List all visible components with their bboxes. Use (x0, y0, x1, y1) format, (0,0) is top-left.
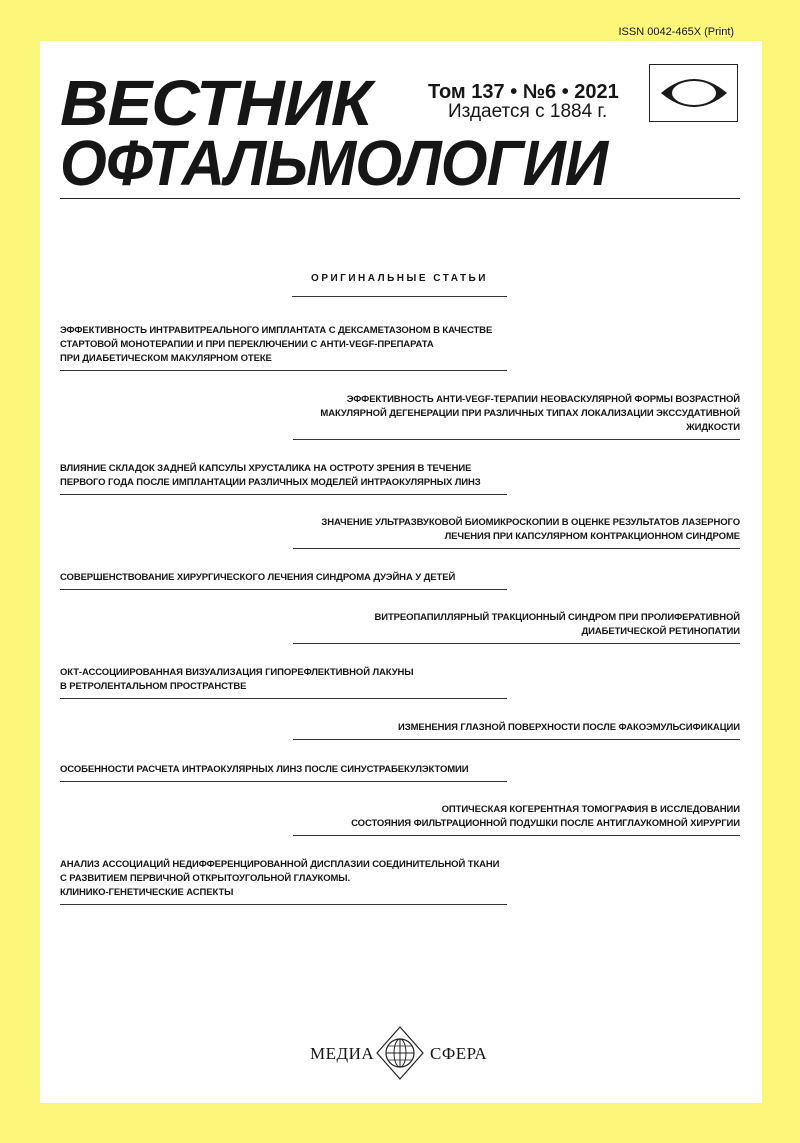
article-divider (293, 548, 740, 549)
article-title-line: АНАЛИЗ АССОЦИАЦИЙ НЕДИФФЕРЕНЦИРОВАННОЙ ДИСПЛАЗИИ СОЕДИНИТЕЛЬНОЙ ТКАНИ (60, 859, 500, 870)
eye-icon (658, 71, 730, 115)
article-divider (293, 439, 740, 440)
publisher-name-left: МЕДИА (310, 1044, 375, 1063)
article-title-line: ДИАБЕТИЧЕСКОЙ РЕТИНОПАТИИ (581, 626, 740, 637)
article-item (293, 393, 740, 440)
article-item (60, 462, 507, 495)
section-divider (292, 296, 507, 297)
article-divider (60, 589, 507, 590)
article-title-line: ЭФФЕКТИВНОСТЬ ИНТРАВИТРЕАЛЬНОГО ИМПЛАНТАТА С ДЕКСАМЕТАЗОНОМ В КАЧЕСТВЕ (60, 325, 493, 336)
cover-sheet (40, 41, 762, 1103)
article-title-line: ПЕРВОГО ГОДА ПОСЛЕ ИМПЛАНТАЦИИ РАЗЛИЧНЫХ МОДЕЛЕЙ ИНТРАОКУЛЯРНЫХ ЛИНЗ (60, 477, 481, 488)
article-divider (60, 494, 507, 495)
article-item (60, 763, 507, 782)
article-divider (293, 643, 740, 644)
article-title-line: ЭФФЕКТИВНОСТЬ АНТИ-VEGF-ТЕРАПИИ НЕОВАСКУЛЯРНОЙ ФОРМЫ ВОЗРАСТНОЙ (346, 394, 740, 405)
article-item (60, 324, 507, 371)
volume-issue: Том 137 • №6 • 2021 (428, 81, 619, 103)
journal-title-line2: ОФТАЛЬМОЛОГИИ (60, 127, 608, 199)
article-item (60, 858, 507, 905)
article-title-line: ОСОБЕННОСТИ РАСЧЕТА ИНТРАОКУЛЯРНЫХ ЛИНЗ ПОСЛЕ СИНУСТРАБЕКУЛЭКТОМИИ (60, 764, 469, 775)
article-item (293, 803, 740, 836)
article-title-line: ПРИ ДИАБЕТИЧЕСКОМ МАКУЛЯРНОМ ОТЕКЕ (60, 353, 272, 364)
article-title-line: ОПТИЧЕСКАЯ КОГЕРЕНТНАЯ ТОМОГРАФИЯ В ИССЛЕДОВАНИИ (441, 804, 740, 815)
article-title-line: ВИТРЕОПАПИЛЛЯРНЫЙ ТРАКЦИОННЫЙ СИНДРОМ ПРИ ПРОЛИФЕРАТИВНОЙ (374, 612, 740, 623)
article-title-line: СОСТОЯНИЯ ФИЛЬТРАЦИОННОЙ ПОДУШКИ ПОСЛЕ АНТИГЛАУКОМНОЙ ХИРУРГИИ (351, 818, 740, 829)
article-divider (60, 781, 507, 782)
article-title-line: ЛЕЧЕНИЯ ПРИ КАПСУЛЯРНОМ КОНТРАКЦИОННОМ СИНДРОМЕ (444, 531, 740, 542)
article-divider (60, 370, 507, 371)
article-item (293, 611, 740, 644)
article-divider (60, 904, 507, 905)
article-title-line: ЗНАЧЕНИЕ УЛЬТРАЗВУКОВОЙ БИОМИКРОСКОПИИ В ОЦЕНКЕ РЕЗУЛЬТАТОВ ЛАЗЕРНОГО (321, 517, 740, 528)
article-item (293, 516, 740, 549)
article-item (60, 666, 507, 699)
publisher-logo (310, 1025, 490, 1081)
issn-print: ISSN 0042-465X (Print) (618, 26, 735, 38)
article-title-line: СОВЕРШЕНСТВОВАНИЕ ХИРУРГИЧЕСКОГО ЛЕЧЕНИЯ СИНДРОМА ДУЭЙНА У ДЕТЕЙ (60, 572, 456, 583)
article-title-line: МАКУЛЯРНОЙ ДЕГЕНЕРАЦИИ ПРИ РАЗЛИЧНЫХ ТИПАХ ЛОКАЛИЗАЦИИ ЭКССУДАТИВНОЙ (320, 408, 740, 419)
section-title: ОРИГИНАЛЬНЫЕ СТАТЬИ (311, 273, 488, 284)
journal-title-line1: ВЕСТНИК (60, 67, 372, 139)
published-since: Издается с 1884 г. (448, 101, 608, 122)
globe-icon (375, 1025, 425, 1081)
article-title-line: В РЕТРОЛЕНТАЛЬНОМ ПРОСТРАНСТВЕ (60, 681, 247, 692)
article-title-line: ВЛИЯНИЕ СКЛАДОК ЗАДНЕЙ КАПСУЛЫ ХРУСТАЛИКА НА ОСТРОТУ ЗРЕНИЯ В ТЕЧЕНИЕ (60, 463, 472, 474)
article-title-line: СТАРТОВОЙ МОНОТЕРАПИИ И ПРИ ПЕРЕКЛЮЧЕНИИ С АНТИ-VEGF-ПРЕПАРАТА (60, 339, 434, 350)
article-item (293, 721, 740, 740)
header-divider (60, 198, 740, 199)
article-title-line: ИЗМЕНЕНИЯ ГЛАЗНОЙ ПОВЕРХНОСТИ ПОСЛЕ ФАКОЭМУЛЬСИФИКАЦИИ (398, 722, 740, 733)
article-item (60, 571, 507, 590)
article-title-line: С РАЗВИТИЕМ ПЕРВИЧНОЙ ОТКРЫТОУГОЛЬНОЙ ГЛАУКОМЫ. (60, 873, 351, 884)
publisher-name-right: СФЕРА (430, 1044, 488, 1063)
article-divider (293, 835, 740, 836)
journal-logo (649, 64, 738, 122)
article-title-line: ЖИДКОСТИ (686, 422, 740, 433)
article-divider (293, 739, 740, 740)
article-divider (60, 698, 507, 699)
article-title-line: ОКТ-АССОЦИИРОВАННАЯ ВИЗУАЛИЗАЦИЯ ГИПОРЕФЛЕКТИВНОЙ ЛАКУНЫ (60, 667, 414, 678)
article-title-line: КЛИНИКО-ГЕНЕТИЧЕСКИЕ АСПЕКТЫ (60, 887, 234, 898)
